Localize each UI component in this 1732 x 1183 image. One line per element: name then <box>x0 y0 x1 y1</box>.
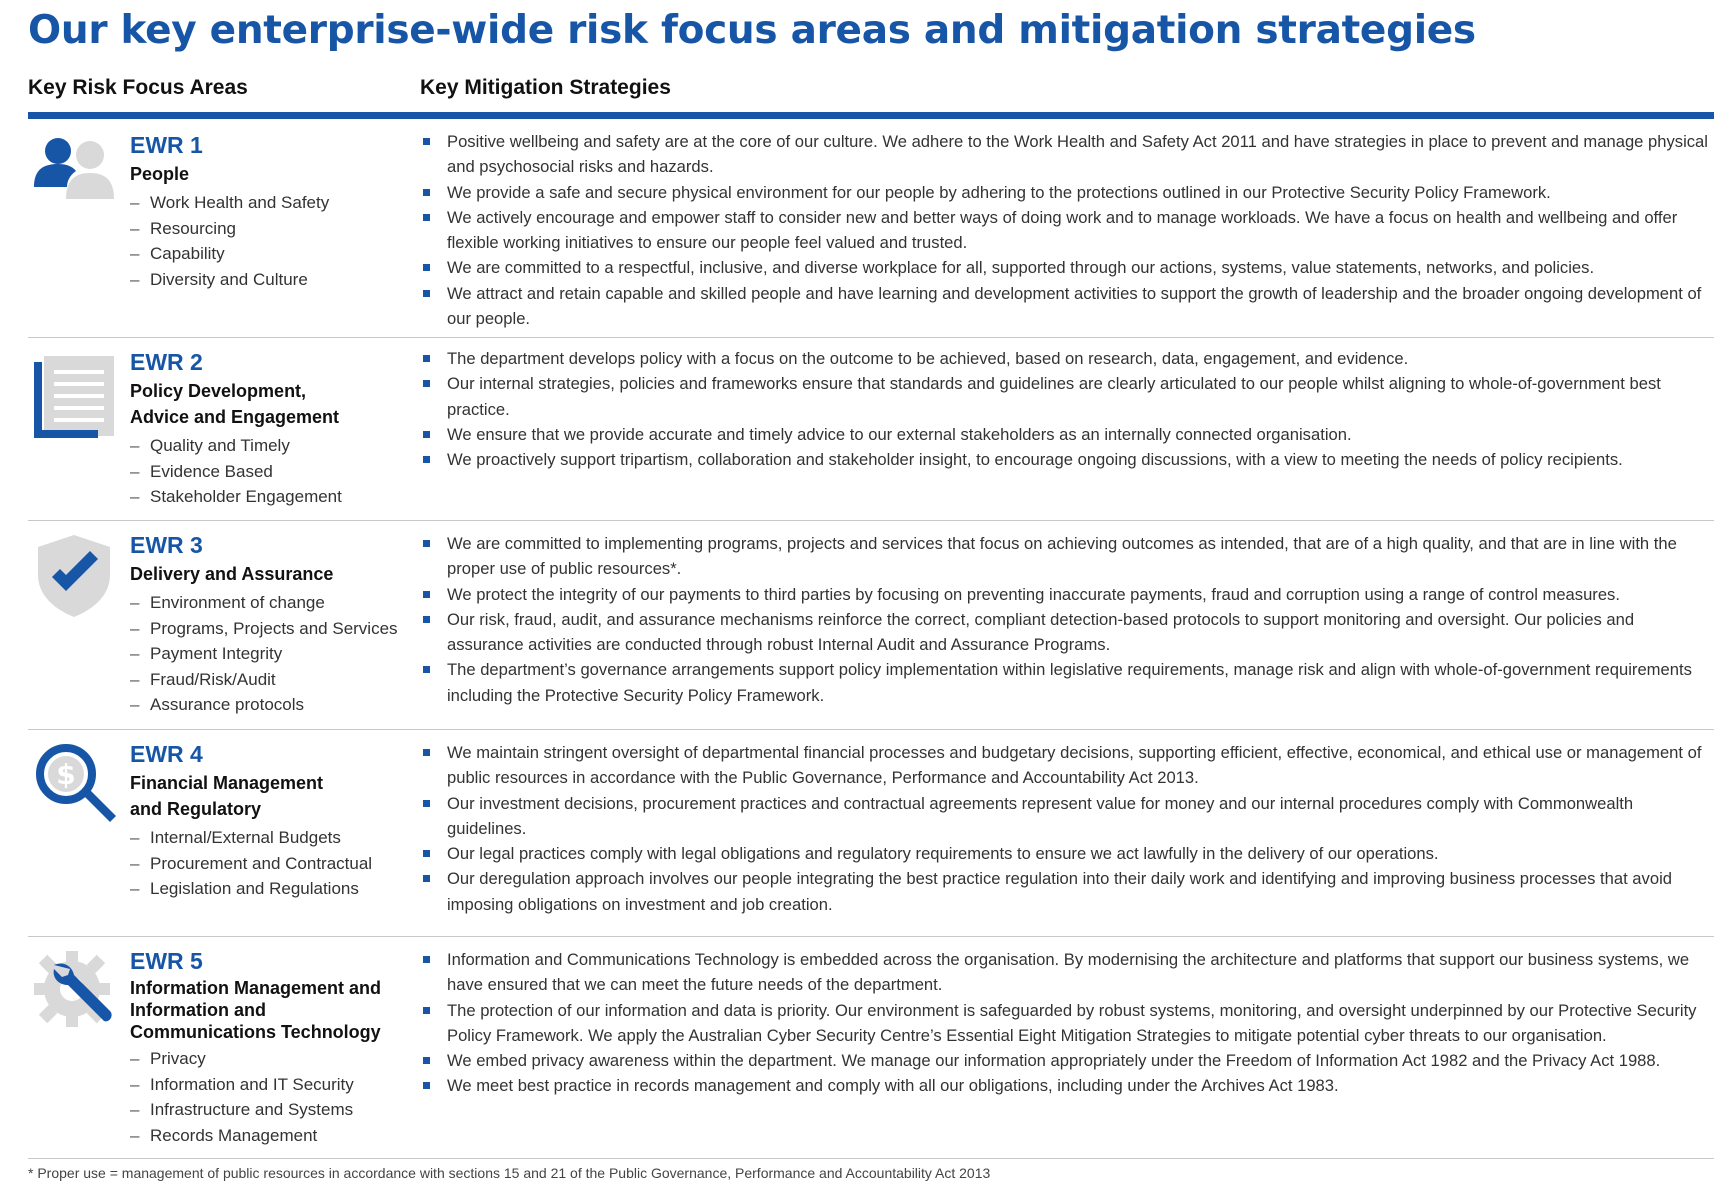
sub-area: – Programs, Projects and Services <box>130 616 430 642</box>
strategy-item: We actively encourage and empower staff to consider new and better ways of doing work and to manage workloads. We have a focus on health and wellbeing and offer flexible working initiatives to ensure our people feel valued and trusted. <box>420 205 1710 256</box>
sub-area: – Work Health and Safety <box>130 190 430 216</box>
risk-row-ewr2 <box>28 338 1714 521</box>
strategy-item: Our internal strategies, policies and frameworks ensure that standards and guidelines are clearly articulated to our people whilst aligning to whole-of-government best practice. <box>420 371 1710 422</box>
risk-name: People <box>130 164 190 184</box>
strategy-item: Positive wellbeing and safety are at the core of our culture. We adhere to the Work Health and Safety Act 2011 and have strategies in place to prevent and manage physical and psychosocial risks and hazards. <box>420 129 1710 180</box>
strategy-item: Information and Communications Technology is embedded across the organisation. By modernising the architecture and platforms that support our business systems, we have ensured that we can meet the future needs of the department. <box>420 947 1710 998</box>
strategy-item: The department develops policy with a focus on the outcome to be achieved, based on research, data, engagement, and evidence. <box>420 346 1710 371</box>
risk-code: EWR 1 <box>130 132 203 158</box>
sub-area: – Stakeholder Engagement <box>130 484 430 510</box>
risk-code: EWR 3 <box>130 532 203 558</box>
strategy-item: We meet best practice in records management and comply with all our obligations, including under the Archives Act 1983. <box>420 1073 1710 1098</box>
risk-row-ewr1 <box>28 121 1714 338</box>
risk-code: EWR 2 <box>130 349 203 375</box>
document-icon <box>32 354 116 438</box>
page-title: Our key enterprise-wide risk focus areas and mitigation strategies <box>28 8 1476 53</box>
risk-row-ewr5 <box>28 937 1714 1157</box>
strategy-item: The protection of our information and data is priority. Our environment is safeguarded by robust systems, monitoring, and oversight underpinned by our Protective Security Policy Framework. We apply the Australian Cyber Security Centre’s Essential Eight Mitigation Strategies to mitigate potential cyber threats to our organisation. <box>420 998 1710 1049</box>
risk-code: EWR 5 <box>130 948 203 974</box>
gear-wrench-icon <box>32 947 116 1031</box>
sub-area: – Assurance protocols <box>130 692 430 718</box>
sub-area: – Records Management <box>130 1123 430 1149</box>
sub-area: – Payment Integrity <box>130 641 430 667</box>
risk-code: EWR 4 <box>130 741 203 767</box>
strategy-item: We embed privacy awareness within the department. We manage our information appropriately under the Freedom of Information Act 1982 and the Privacy Act 1988. <box>420 1048 1710 1073</box>
strategy-item: We ensure that we provide accurate and timely advice to our external stakeholders as an internally connected organisation. <box>420 422 1710 447</box>
sub-area: – Legislation and Regulations <box>130 876 430 902</box>
people-icon <box>32 131 116 215</box>
strategy-item: We attract and retain capable and skilled people and have learning and development activities to support the growth of leadership and the broader ongoing development of our people. <box>420 281 1710 332</box>
sub-area: – Internal/External Budgets <box>130 825 430 851</box>
sub-area: – Diversity and Culture <box>130 267 430 293</box>
sub-area: – Procurement and Contractual <box>130 851 430 877</box>
strategy-item: Our risk, fraud, audit, and assurance mechanisms reinforce the correct, compliant detection-based protocols to support monitoring and oversight. Our policies and assurance activities are conducted through robust Internal Audit and Assurance Programs. <box>420 607 1710 658</box>
svg-text:$: $ <box>56 758 76 791</box>
header-divider <box>28 112 1714 119</box>
sub-area: – Privacy <box>130 1046 430 1072</box>
footnote: * Proper use = management of public resources in accordance with sections 15 and 21 of the Public Governance, Performance and Accountability Act 2013 <box>28 1165 991 1181</box>
strategy-item: Our legal practices comply with legal obligations and regulatory requirements to ensure we act lawfully in the delivery of our operations. <box>420 841 1710 866</box>
sub-area: – Resourcing <box>130 216 430 242</box>
strategy-item: Our deregulation approach involves our people integrating the best practice regulation into their daily work and identifying and improving business processes that avoid imposing obligations on investment and job creation. <box>420 866 1710 917</box>
header-mitigation: Key Mitigation Strategies <box>420 76 671 99</box>
risk-name: Policy Development, Advice and Engagement <box>130 381 340 427</box>
sub-area: – Evidence Based <box>130 459 430 485</box>
strategy-item: The department’s governance arrangements support policy implementation within legislative requirements, manage risk and align with whole-of-government requirements including the Protective Security Policy Framework. <box>420 657 1710 708</box>
strategy-item: We proactively support tripartism, collaboration and stakeholder insight, to encourage ongoing discussions, with a view to meeting the needs of policy recipients. <box>420 447 1710 472</box>
magnifier-dollar-icon <box>32 740 116 824</box>
risk-name: Delivery and Assurance <box>130 564 334 584</box>
sub-area: – Environment of change <box>130 590 430 616</box>
sub-area: – Infrastructure and Systems <box>130 1097 430 1123</box>
strategy-item: Our investment decisions, procurement practices and contractual agreements represent value for money and our internal procedures comply with Commonwealth guidelines. <box>420 791 1710 842</box>
risk-row-ewr4 <box>28 730 1714 937</box>
sub-area: – Information and IT Security <box>130 1072 430 1098</box>
sub-area: – Capability <box>130 241 430 267</box>
header-risk-areas: Key Risk Focus Areas <box>28 76 248 99</box>
risk-name: Financial Management and Regulatory <box>130 773 324 819</box>
strategy-item: We are committed to a respectful, inclusive, and diverse workplace for all, supported through our actions, systems, value statements, networks, and policies. <box>420 255 1710 280</box>
footnote-divider <box>28 1158 1714 1159</box>
sub-area: – Fraud/Risk/Audit <box>130 667 430 693</box>
risk-name: Information Management and Information and Communications Technology <box>130 978 382 1042</box>
strategy-item: We protect the integrity of our payments to third parties by focusing on preventing inaccurate payments, fraud and corruption using a range of control measures. <box>420 582 1710 607</box>
sub-area: – Quality and Timely <box>130 433 430 459</box>
risk-row-ewr3 <box>28 521 1714 730</box>
strategy-item: We maintain stringent oversight of departmental financial processes and budgetary decisions, supporting efficient, effective, economical, and ethical use or management of public resources in accordance with the Public Governance, Performance and Accountability Act 2013. <box>420 740 1710 791</box>
shield-check-icon <box>32 533 116 617</box>
strategy-item: We are committed to implementing programs, projects and services that focus on achieving outcomes as intended, that are of a high quality, and that are in line with the proper use of public resources*. <box>420 531 1710 582</box>
strategy-item: We provide a safe and secure physical environment for our people by adhering to the protections outlined in our Protective Security Policy Framework. <box>420 180 1710 205</box>
